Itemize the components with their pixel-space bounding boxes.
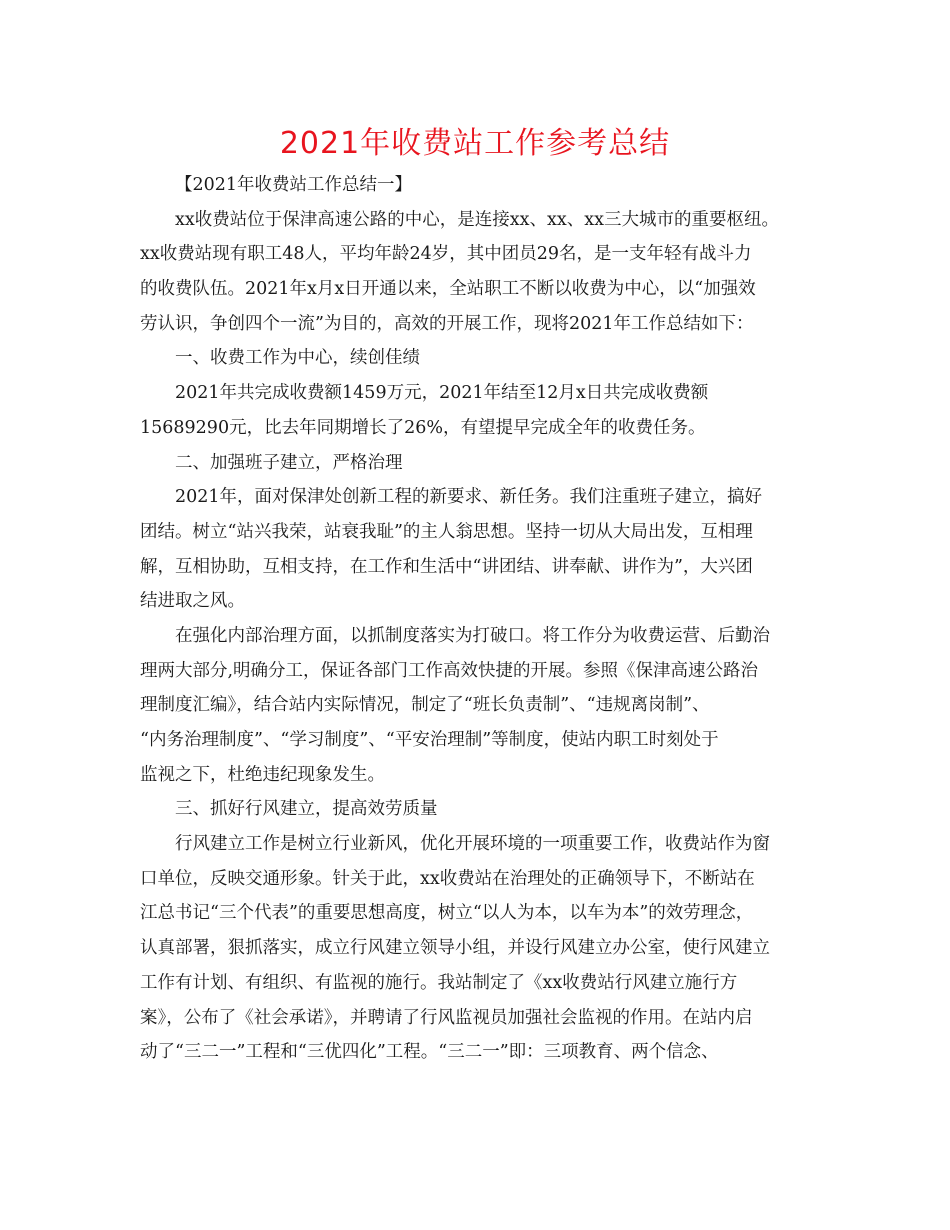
text-line: 的收费队伍。2021年x月x日开通以来，全站职工不断以收费为中心，以“加强效 <box>140 279 756 300</box>
text-line: 2021年，面对保津处创新工程的新要求、新任务。我们注重班子建立，搞好 <box>175 487 763 508</box>
text-line: 2021年共完成收费额1459万元，2021年结至12月x日共完成收费额 <box>175 383 709 404</box>
text-line: 理制度汇编》，结合站内实际情况，制定了“班长负责制”、“违规离岗制”、 <box>140 695 710 716</box>
text-line: xx收费站现有职工48人，平均年龄24岁，其中团员29名，是一支年轻有战斗力 <box>140 244 752 265</box>
text-line: 监视之下，杜绝违纪现象发生。 <box>140 764 385 785</box>
text-line: 案》，公布了《社会承诺》，并聘请了行风监视员加强社会监视的作用。在站内启 <box>140 1007 753 1028</box>
text-line: xx收费站位于保津高速公路的中心，是连接xx、xx、xx三大城市的重要枢纽。 <box>175 209 779 230</box>
text-line: 工作有计划、有组织、有监视的施行。我站制定了《xx收费站行风建立施行方 <box>140 972 738 993</box>
text-line: 劳认识，争创四个一流”为目的，高效的开展工作，现将2021年工作总结如下： <box>140 313 754 334</box>
text-line: 【2021年收费站工作总结一】 <box>175 175 413 195</box>
text-line: 在强化内部治理方面，以抓制度落实为打破口。将工作分为收费运营、后勤治 <box>175 625 770 646</box>
text-line: 结进取之风。 <box>140 591 245 612</box>
text-line: 三、抓好行风建立，提高效劳质量 <box>175 799 438 820</box>
text-line: 认真部署，狠抓落实，成立行风建立领导小组，并设行风建立办公室，使行风建立 <box>140 938 770 959</box>
text-line: “内务治理制度”、“学习制度”、“平安治理制”等制度，使站内职工时刻处于 <box>140 730 719 750</box>
text-line: 一、收费工作为中心，续创佳绩 <box>175 348 420 369</box>
document-body <box>140 168 830 1070</box>
text-line: 解，互相协助，互相支持，在工作和生活中“讲团结、讲奉献、讲作为”，大兴团 <box>140 556 753 577</box>
document-title: 2021年收费站工作参考总结 <box>279 126 671 161</box>
text-line: 二、加强班子建立，严格治理 <box>175 452 403 473</box>
text-line: 江总书记“三个代表”的重要思想高度，树立“以人为本，以车为本”的效劳理念， <box>140 903 754 924</box>
text-line: 团结。树立“站兴我荣，站衰我耻”的主人翁思想。坚持一切从大局出发，互相理 <box>140 521 753 542</box>
text-line: 口单位，反映交通形象。针关于此，xx收费站在治理处的正确领导下，不断站在 <box>140 868 755 889</box>
text-line: 动了“三二一”工程和“三优四化”工程。“三二一”即：三项教育、两个信念、 <box>140 1042 719 1063</box>
text-line: 15689290元，比去年同期增长了26%，有望提早完成全年的收费任务。 <box>140 417 706 438</box>
text-line: 行风建立工作是树立行业新风，优化开展环境的一项重要工作，收费站作为窗 <box>175 834 770 855</box>
text-line: 理两大部分,明确分工，保证各部门工作高效快捷的开展。参照《保津高速公路治 <box>140 660 759 681</box>
